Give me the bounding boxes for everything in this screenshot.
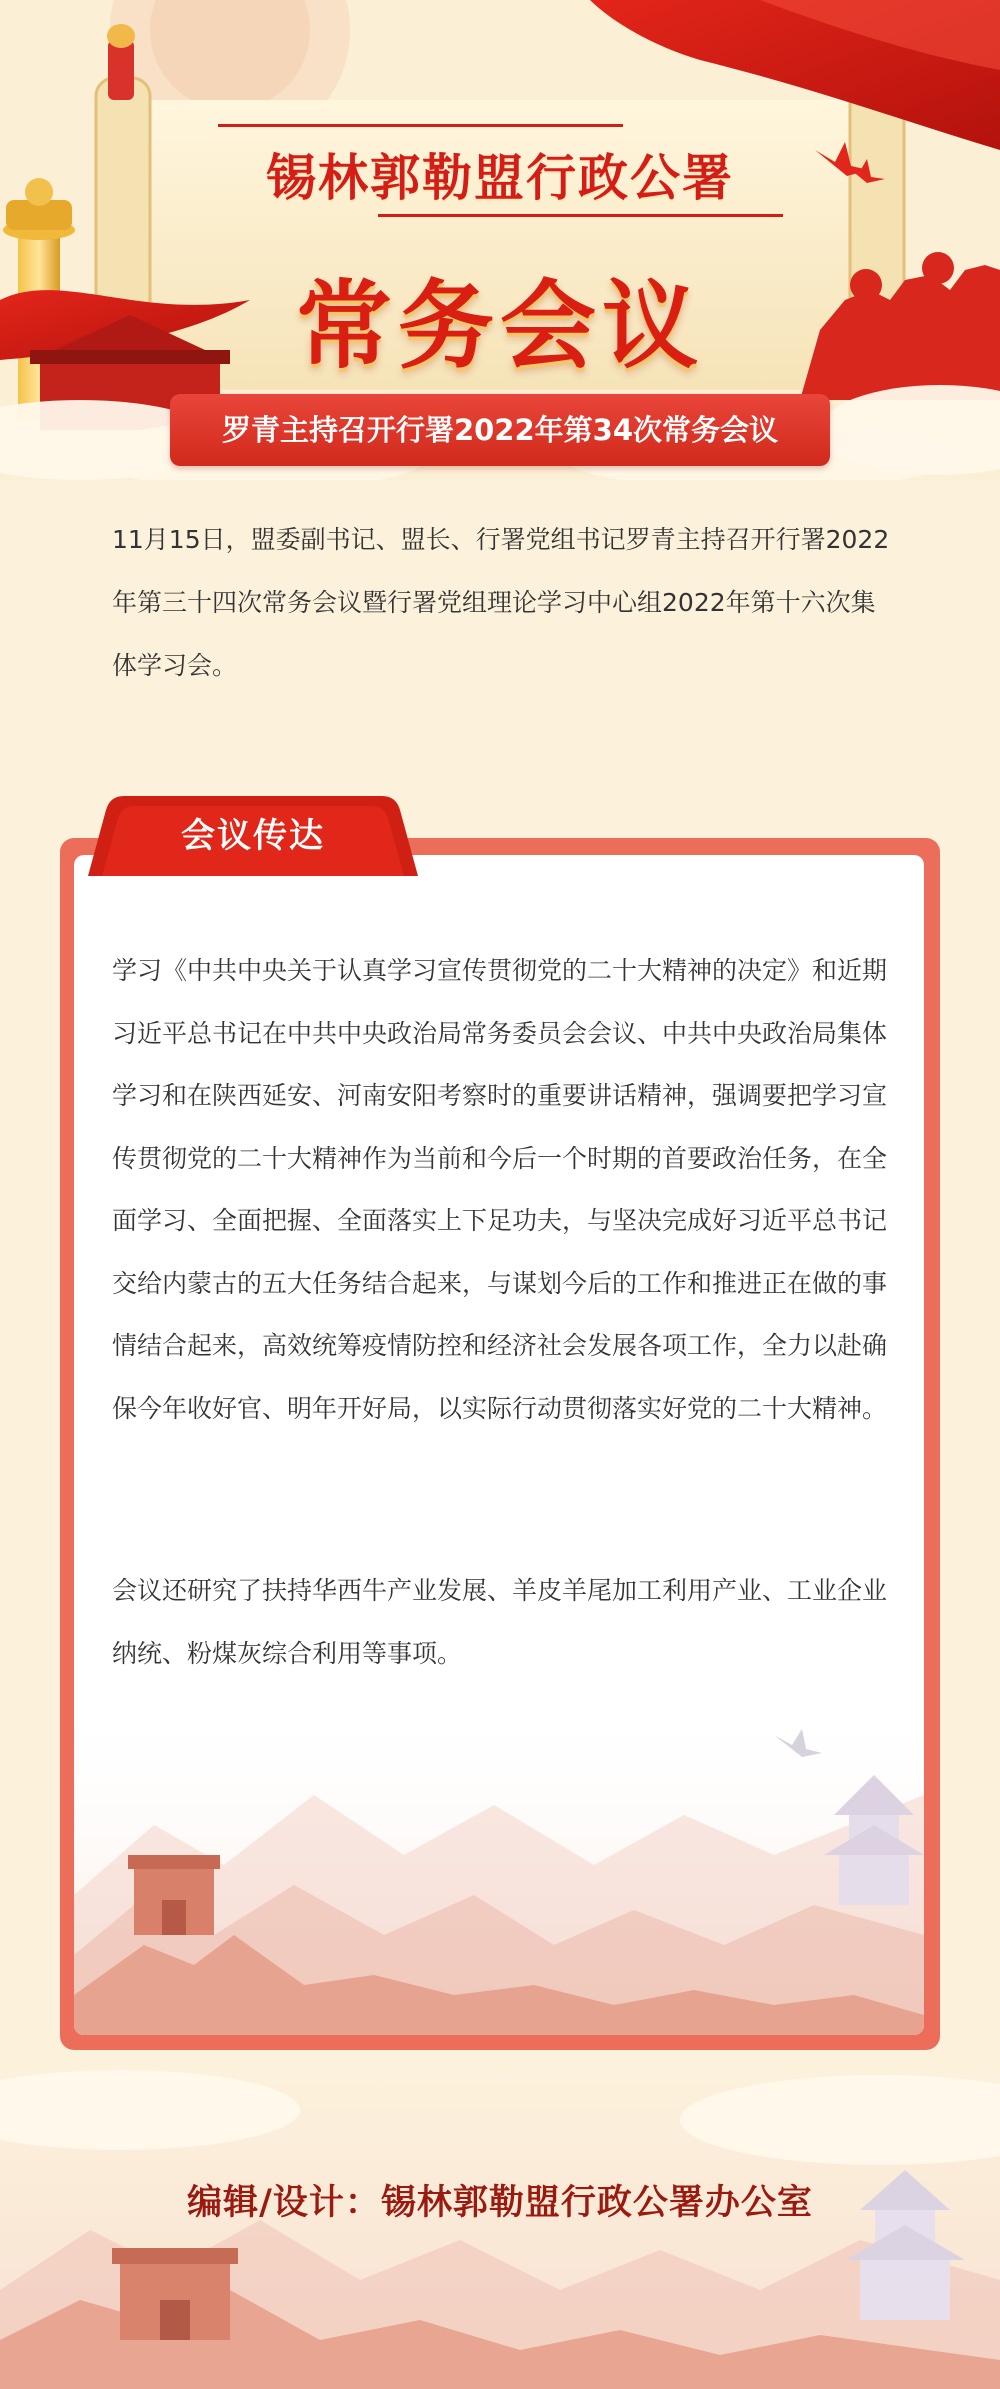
title-rule-top <box>218 124 623 127</box>
intro-paragraph: 11月15日，盟委副书记、盟长、行署党组书记罗青主持召开行署2022年第三十四次常务会议暨行署党组理论学习中心组2022年第十六次集体学习会。 <box>112 525 890 680</box>
section-tab <box>88 796 418 876</box>
section-paragraph-1: 学习《中共中央关于认真学习宣传贯彻党的二十大精神的决定》和近期习近平总书记在中共中央政治局常务委员会会议、中共中央政治局集体学习和在陕西延安、河南安阳考察时的重要讲话精神，强调要把学习宣传贯彻党的二十大精神作为当前和今后一个时期的首要政治任务，在全面学习、全面把握、全面落实上下足功夫，与坚决完成好习近平总书记交给内蒙古的五大任务结合起来，与谋划今后的工作和推进正在做的事情结合起来，高效统筹疫情防控和经济社会发展各项工作，全力以赴确保今年收好官、明年开好局，以实际行动贯彻落实好党的二十大精神。 <box>112 956 888 1423</box>
subtitle-banner: 罗青主持召开行署2022年第34次常务会议 <box>170 394 830 466</box>
editor-credit: 编辑/设计：锡林郭勒盟行政公署办公室 <box>187 2183 813 2223</box>
section-title: 会议传达 <box>181 816 325 856</box>
main-title: 常务会议 <box>296 269 704 382</box>
great-wall-scenery-image <box>74 1695 924 2035</box>
header-banner <box>0 0 1000 480</box>
org-title: 锡林郭勒盟行政公署 <box>266 148 734 207</box>
section-paragraph-2: 会议还研究了扶持华西牛产业发展、羊皮羊尾加工利用产业、工业企业纳统、粉煤灰综合利用等事项。 <box>112 1576 888 1668</box>
title-rule-bottom <box>378 214 783 217</box>
